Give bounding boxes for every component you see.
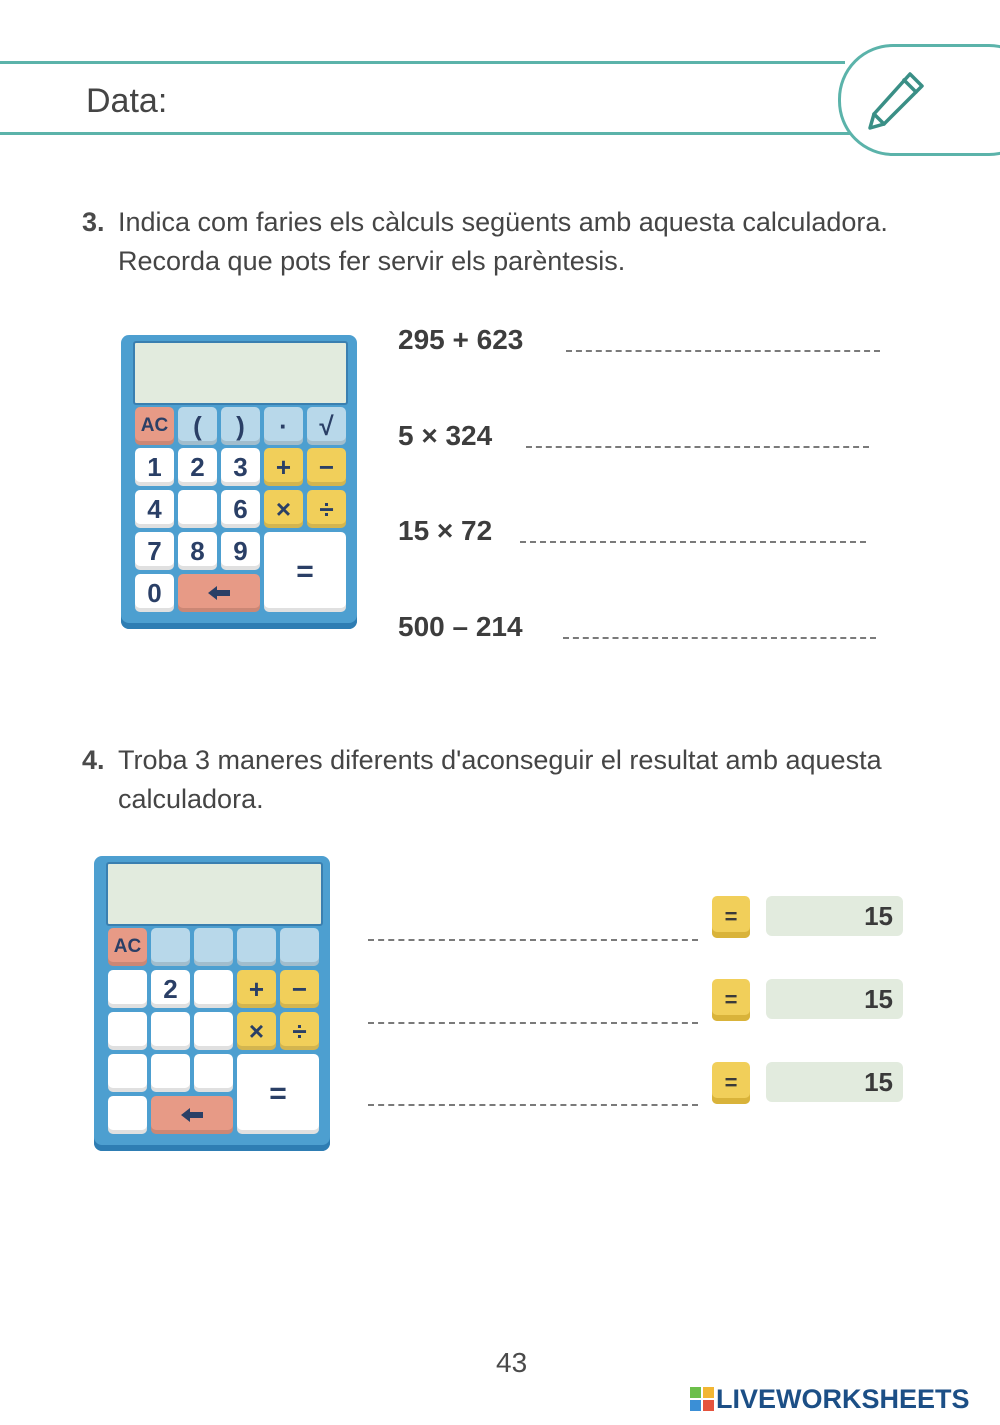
key-1: 1 <box>135 448 174 486</box>
answer-line-4[interactable] <box>563 637 876 639</box>
liveworksheets-logo[interactable] <box>690 1384 970 1415</box>
key-ac: AC <box>108 928 147 966</box>
key-times: × <box>237 1012 276 1050</box>
exercise3-instruction-line1: Indica com faries els càlculs següents amb aquesta calculadora. <box>118 207 888 237</box>
key-blank <box>108 1096 147 1134</box>
calculator-1 <box>121 335 357 629</box>
exercise4-instruction-line1: Troba 3 maneres diferents d'aconseguir el resultat amb aquesta <box>118 745 882 775</box>
calculation-1: 295 + 623 <box>398 324 524 355</box>
liveworksheets-icon <box>690 1387 714 1411</box>
calculation-3: 15 × 72 <box>398 515 493 546</box>
key-blank <box>108 970 147 1008</box>
equals-badge-3: = <box>712 1062 750 1104</box>
key-plus: + <box>264 448 303 486</box>
key-blank <box>108 1054 147 1092</box>
left-arrow-icon <box>179 1107 205 1123</box>
answer-line-3[interactable] <box>520 541 866 543</box>
result-box-2: 15 <box>766 979 903 1019</box>
answer-line-ex4-3[interactable] <box>368 1104 698 1106</box>
key-equals: = <box>237 1054 319 1134</box>
date-label: Data: <box>86 82 168 120</box>
exercise4-instruction-line2: calculadora. <box>118 784 264 814</box>
key-blank-blue <box>194 928 233 966</box>
key-divide: ÷ <box>307 490 346 528</box>
key-blank <box>194 1054 233 1092</box>
pencil-icon <box>862 66 930 134</box>
key-4: 4 <box>135 490 174 528</box>
key-8: 8 <box>178 532 217 570</box>
key-2: 2 <box>151 970 190 1008</box>
key-minus: − <box>307 448 346 486</box>
key-2: 2 <box>178 448 217 486</box>
key-blank-blue <box>151 928 190 966</box>
key-equals: = <box>264 532 346 612</box>
key-sqrt: √ <box>307 407 346 445</box>
calculator-2-screen <box>106 862 323 926</box>
key-blank-blue <box>280 928 319 966</box>
key-divide: ÷ <box>280 1012 319 1050</box>
key-plus: + <box>237 970 276 1008</box>
calculator-1-screen <box>133 341 348 405</box>
header-line-top <box>0 61 845 64</box>
key-backspace <box>151 1096 233 1134</box>
key-6: 6 <box>221 490 260 528</box>
header-line-bottom <box>0 132 850 135</box>
left-arrow-icon <box>206 585 232 601</box>
key-open-paren: ( <box>178 407 217 445</box>
answer-line-2[interactable] <box>526 446 869 448</box>
key-0: 0 <box>135 574 174 612</box>
equals-badge-2: = <box>712 979 750 1021</box>
equals-badge-1: = <box>712 896 750 938</box>
key-9: 9 <box>221 532 260 570</box>
calculation-2: 5 × 324 <box>398 420 493 451</box>
result-box-1: 15 <box>766 896 903 936</box>
key-blank <box>151 1054 190 1092</box>
key-decimal: · <box>264 407 303 445</box>
key-minus: − <box>280 970 319 1008</box>
exercise3-number: 3. <box>82 207 105 237</box>
answer-line-1[interactable] <box>566 350 880 352</box>
key-blank <box>178 490 217 528</box>
key-close-paren: ) <box>221 407 260 445</box>
exercise3-instruction-line2: Recorda que pots fer servir els parèntesis. <box>118 246 626 276</box>
page-number: 43 <box>496 1347 528 1378</box>
key-3: 3 <box>221 448 260 486</box>
key-backspace <box>178 574 260 612</box>
liveworksheets-text: LIVEWORKSHEETS <box>716 1384 970 1414</box>
calculation-4: 500 – 214 <box>398 611 523 642</box>
key-blank <box>151 1012 190 1050</box>
key-blank <box>194 1012 233 1050</box>
key-blank <box>194 970 233 1008</box>
key-7: 7 <box>135 532 174 570</box>
exercise4-number: 4. <box>82 745 105 775</box>
calculator-2 <box>94 856 330 1151</box>
answer-line-ex4-1[interactable] <box>368 939 698 941</box>
key-ac: AC <box>135 407 174 445</box>
answer-line-ex4-2[interactable] <box>368 1022 698 1024</box>
key-times: × <box>264 490 303 528</box>
result-box-3: 15 <box>766 1062 903 1102</box>
key-blank <box>108 1012 147 1050</box>
key-blank-blue <box>237 928 276 966</box>
